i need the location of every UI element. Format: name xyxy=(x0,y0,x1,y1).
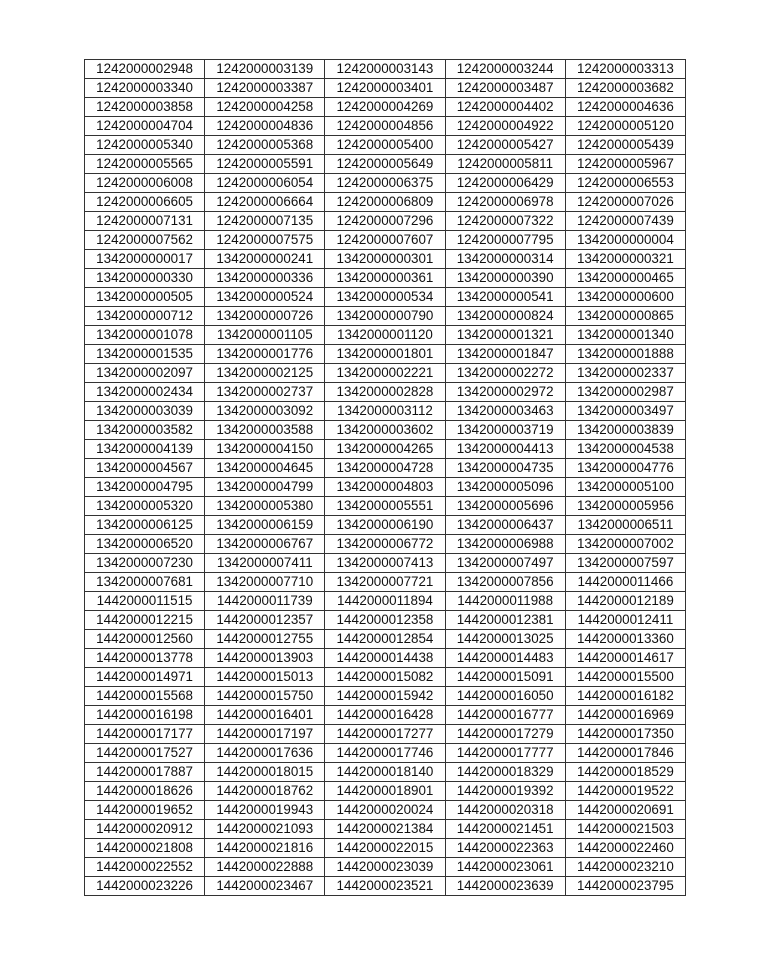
table-row xyxy=(85,801,686,820)
table-cell: 1442000017177 xyxy=(85,725,205,744)
table-cell: 1442000012560 xyxy=(85,630,205,649)
table-cell: 1442000013778 xyxy=(85,649,205,668)
table-cell: 1442000021816 xyxy=(205,839,325,858)
table-cell: 1242000005565 xyxy=(85,155,205,174)
table-cell: 1242000003858 xyxy=(85,98,205,117)
table-cell: 1442000023521 xyxy=(325,877,445,896)
table-cell: 1242000004402 xyxy=(445,98,565,117)
table-row xyxy=(85,877,686,896)
table-cell: 1242000006553 xyxy=(565,174,685,193)
table-cell: 1442000011466 xyxy=(565,573,685,592)
table-cell: 1342000003839 xyxy=(565,421,685,440)
table-cell: 1442000018015 xyxy=(205,763,325,782)
table-cell: 1242000002948 xyxy=(85,60,205,79)
table-row xyxy=(85,212,686,231)
table-cell: 1442000018140 xyxy=(325,763,445,782)
table-cell: 1442000016182 xyxy=(565,687,685,706)
table-cell: 1442000023639 xyxy=(445,877,565,896)
table-cell: 1342000000505 xyxy=(85,288,205,307)
table-cell: 1242000006054 xyxy=(205,174,325,193)
table-cell: 1342000006437 xyxy=(445,516,565,535)
table-cell: 1342000007413 xyxy=(325,554,445,573)
table-cell: 1342000000321 xyxy=(565,250,685,269)
table-cell: 1242000004704 xyxy=(85,117,205,136)
table-cell: 1242000005591 xyxy=(205,155,325,174)
table-cell: 1242000005439 xyxy=(565,136,685,155)
table-cell: 1442000020691 xyxy=(565,801,685,820)
table-cell: 1242000003340 xyxy=(85,79,205,98)
table-row xyxy=(85,250,686,269)
table-cell: 1242000005120 xyxy=(565,117,685,136)
table-cell: 1342000006159 xyxy=(205,516,325,535)
table-cell: 1442000016777 xyxy=(445,706,565,725)
table-cell: 1242000004258 xyxy=(205,98,325,117)
table-cell: 1342000004139 xyxy=(85,440,205,459)
table-cell: 1442000015568 xyxy=(85,687,205,706)
table-row xyxy=(85,155,686,174)
table-cell: 1242000005400 xyxy=(325,136,445,155)
table-cell: 1342000000865 xyxy=(565,307,685,326)
table-cell: 1442000011894 xyxy=(325,592,445,611)
table-cell: 1342000005551 xyxy=(325,497,445,516)
table-cell: 1442000017350 xyxy=(565,725,685,744)
table-cell: 1342000007497 xyxy=(445,554,565,573)
table-cell: 1442000023226 xyxy=(85,877,205,896)
table-cell: 1342000003463 xyxy=(445,402,565,421)
table-cell: 1442000018529 xyxy=(565,763,685,782)
table-cell: 1342000003092 xyxy=(205,402,325,421)
table-cell: 1442000019522 xyxy=(565,782,685,801)
table-cell: 1442000015750 xyxy=(205,687,325,706)
table-cell: 1342000003039 xyxy=(85,402,205,421)
table-cell: 1442000018762 xyxy=(205,782,325,801)
table-cell: 1442000015013 xyxy=(205,668,325,687)
table-cell: 1242000006978 xyxy=(445,193,565,212)
table-cell: 1442000019943 xyxy=(205,801,325,820)
table-cell: 1442000014617 xyxy=(565,649,685,668)
table-cell: 1342000000465 xyxy=(565,269,685,288)
table-cell: 1342000006125 xyxy=(85,516,205,535)
table-cell: 1442000017636 xyxy=(205,744,325,763)
table-cell: 1242000005967 xyxy=(565,155,685,174)
table-cell: 1242000006375 xyxy=(325,174,445,193)
table-cell: 1242000004836 xyxy=(205,117,325,136)
table-cell: 1242000004922 xyxy=(445,117,565,136)
table-cell: 1342000007721 xyxy=(325,573,445,592)
table-cell: 1242000003682 xyxy=(565,79,685,98)
table-cell: 1442000012189 xyxy=(565,592,685,611)
table-cell: 1342000001776 xyxy=(205,345,325,364)
table-cell: 1442000012381 xyxy=(445,611,565,630)
table-row xyxy=(85,516,686,535)
table-cell: 1342000002828 xyxy=(325,383,445,402)
table-cell: 1342000002097 xyxy=(85,364,205,383)
table-cell: 1342000007230 xyxy=(85,554,205,573)
table-cell: 1242000007575 xyxy=(205,231,325,250)
table-cell: 1442000014971 xyxy=(85,668,205,687)
table-row xyxy=(85,706,686,725)
table-cell: 1442000011739 xyxy=(205,592,325,611)
table-cell: 1342000000824 xyxy=(445,307,565,326)
table-row xyxy=(85,687,686,706)
table-cell: 1342000000301 xyxy=(325,250,445,269)
table-cell: 1342000000726 xyxy=(205,307,325,326)
table-cell: 1342000001340 xyxy=(565,326,685,345)
table-cell: 1342000003719 xyxy=(445,421,565,440)
table-row xyxy=(85,478,686,497)
table-cell: 1342000007681 xyxy=(85,573,205,592)
table-row xyxy=(85,459,686,478)
table-row xyxy=(85,858,686,877)
table-cell: 1342000003582 xyxy=(85,421,205,440)
table-cell: 1342000004645 xyxy=(205,459,325,478)
table-cell: 1242000004856 xyxy=(325,117,445,136)
table-cell: 1442000015082 xyxy=(325,668,445,687)
table-cell: 1442000012357 xyxy=(205,611,325,630)
table-cell: 1242000007135 xyxy=(205,212,325,231)
table-cell: 1342000002125 xyxy=(205,364,325,383)
table-cell: 1242000006008 xyxy=(85,174,205,193)
table-cell: 1442000021384 xyxy=(325,820,445,839)
table-cell: 1342000000390 xyxy=(445,269,565,288)
table-cell: 1242000003143 xyxy=(325,60,445,79)
table-cell: 1442000022015 xyxy=(325,839,445,858)
table-cell: 1442000015091 xyxy=(445,668,565,687)
table-cell: 1442000018901 xyxy=(325,782,445,801)
table-cell: 1442000020318 xyxy=(445,801,565,820)
table-cell: 1442000016969 xyxy=(565,706,685,725)
table-cell: 1442000017197 xyxy=(205,725,325,744)
table-cell: 1242000003487 xyxy=(445,79,565,98)
table-row xyxy=(85,60,686,79)
table-cell: 1242000005811 xyxy=(445,155,565,174)
table-cell: 1342000003588 xyxy=(205,421,325,440)
table-cell: 1342000000600 xyxy=(565,288,685,307)
table-cell: 1342000004413 xyxy=(445,440,565,459)
table-cell: 1442000022460 xyxy=(565,839,685,858)
table-row xyxy=(85,402,686,421)
table-cell: 1442000020024 xyxy=(325,801,445,820)
table-cell: 1242000003244 xyxy=(445,60,565,79)
table-cell: 1342000005100 xyxy=(565,478,685,497)
table-cell: 1442000016401 xyxy=(205,706,325,725)
table-row xyxy=(85,839,686,858)
table-cell: 1242000005340 xyxy=(85,136,205,155)
table-cell: 1442000023210 xyxy=(565,858,685,877)
table-cell: 1442000020912 xyxy=(85,820,205,839)
table-cell: 1442000021808 xyxy=(85,839,205,858)
table-row xyxy=(85,98,686,117)
table-cell: 1442000019392 xyxy=(445,782,565,801)
table-cell: 1342000000336 xyxy=(205,269,325,288)
table-cell: 1342000000524 xyxy=(205,288,325,307)
table-cell: 1342000005956 xyxy=(565,497,685,516)
table-cell: 1242000003387 xyxy=(205,79,325,98)
table-cell: 1342000004803 xyxy=(325,478,445,497)
table-cell: 1342000000361 xyxy=(325,269,445,288)
table-cell: 1342000006767 xyxy=(205,535,325,554)
table-cell: 1342000006772 xyxy=(325,535,445,554)
table-cell: 1442000013903 xyxy=(205,649,325,668)
table-cell: 1342000002987 xyxy=(565,383,685,402)
table-cell: 1342000006511 xyxy=(565,516,685,535)
table-cell: 1442000022552 xyxy=(85,858,205,877)
table-row xyxy=(85,383,686,402)
table-cell: 1342000004735 xyxy=(445,459,565,478)
table-cell: 1342000001120 xyxy=(325,326,445,345)
table-row xyxy=(85,744,686,763)
table-cell: 1342000003112 xyxy=(325,402,445,421)
table-cell: 1342000000314 xyxy=(445,250,565,269)
table-cell: 1342000000790 xyxy=(325,307,445,326)
table-cell: 1242000007795 xyxy=(445,231,565,250)
table-row xyxy=(85,288,686,307)
table-row xyxy=(85,307,686,326)
table-cell: 1242000006429 xyxy=(445,174,565,193)
table-cell: 1442000017277 xyxy=(325,725,445,744)
table-cell: 1342000001321 xyxy=(445,326,565,345)
table-row xyxy=(85,269,686,288)
table-cell: 1342000001105 xyxy=(205,326,325,345)
table-row xyxy=(85,421,686,440)
table-cell: 1342000004728 xyxy=(325,459,445,478)
table-cell: 1342000006190 xyxy=(325,516,445,535)
table-cell: 1342000001801 xyxy=(325,345,445,364)
table-cell: 1442000017279 xyxy=(445,725,565,744)
table-row xyxy=(85,79,686,98)
table-cell: 1342000007002 xyxy=(565,535,685,554)
number-table xyxy=(84,59,686,896)
table-cell: 1442000014438 xyxy=(325,649,445,668)
table-cell: 1442000023061 xyxy=(445,858,565,877)
table-cell: 1342000004265 xyxy=(325,440,445,459)
table-cell: 1442000017887 xyxy=(85,763,205,782)
table-cell: 1342000001888 xyxy=(565,345,685,364)
table-cell: 1342000000534 xyxy=(325,288,445,307)
table-cell: 1442000015942 xyxy=(325,687,445,706)
table-cell: 1342000004795 xyxy=(85,478,205,497)
table-cell: 1242000004269 xyxy=(325,98,445,117)
table-cell: 1442000019652 xyxy=(85,801,205,820)
table-cell: 1342000003497 xyxy=(565,402,685,421)
table-cell: 1342000007856 xyxy=(445,573,565,592)
table-cell: 1242000007296 xyxy=(325,212,445,231)
table-cell: 1342000001847 xyxy=(445,345,565,364)
table-cell: 1442000016198 xyxy=(85,706,205,725)
table-cell: 1442000011515 xyxy=(85,592,205,611)
table-cell: 1342000002221 xyxy=(325,364,445,383)
table-cell: 1342000000241 xyxy=(205,250,325,269)
table-cell: 1242000005649 xyxy=(325,155,445,174)
table-cell: 1242000007322 xyxy=(445,212,565,231)
table-cell: 1342000005096 xyxy=(445,478,565,497)
table-cell: 1342000004567 xyxy=(85,459,205,478)
table-cell: 1342000002272 xyxy=(445,364,565,383)
table-cell: 1342000004538 xyxy=(565,440,685,459)
table-row xyxy=(85,136,686,155)
table-cell: 1442000017527 xyxy=(85,744,205,763)
table-cell: 1442000012854 xyxy=(325,630,445,649)
table-row xyxy=(85,535,686,554)
table-cell: 1342000004776 xyxy=(565,459,685,478)
table-cell: 1342000000017 xyxy=(85,250,205,269)
table-cell: 1342000006988 xyxy=(445,535,565,554)
table-cell: 1442000022888 xyxy=(205,858,325,877)
table-cell: 1242000003313 xyxy=(565,60,685,79)
table-row xyxy=(85,630,686,649)
table-cell: 1242000007026 xyxy=(565,193,685,212)
table-row xyxy=(85,763,686,782)
table-cell: 1442000015500 xyxy=(565,668,685,687)
table-cell: 1442000021093 xyxy=(205,820,325,839)
table-cell: 1442000018329 xyxy=(445,763,565,782)
table-cell: 1342000002972 xyxy=(445,383,565,402)
table-cell: 1242000005427 xyxy=(445,136,565,155)
table-cell: 1442000021451 xyxy=(445,820,565,839)
table-cell: 1442000023795 xyxy=(565,877,685,896)
table-cell: 1442000021503 xyxy=(565,820,685,839)
table-row xyxy=(85,668,686,687)
table-cell: 1342000002337 xyxy=(565,364,685,383)
table-cell: 1242000007131 xyxy=(85,212,205,231)
table-cell: 1242000003401 xyxy=(325,79,445,98)
table-row xyxy=(85,440,686,459)
table-row xyxy=(85,497,686,516)
table-cell: 1242000004636 xyxy=(565,98,685,117)
table-cell: 1442000012358 xyxy=(325,611,445,630)
table-cell: 1442000017846 xyxy=(565,744,685,763)
table-cell: 1242000006809 xyxy=(325,193,445,212)
table-cell: 1342000005320 xyxy=(85,497,205,516)
table-row xyxy=(85,592,686,611)
table-row xyxy=(85,117,686,136)
table-row xyxy=(85,193,686,212)
table-cell: 1342000003602 xyxy=(325,421,445,440)
table-cell: 1442000016428 xyxy=(325,706,445,725)
table-cell: 1442000011988 xyxy=(445,592,565,611)
table-cell: 1242000003139 xyxy=(205,60,325,79)
table-cell: 1442000014483 xyxy=(445,649,565,668)
table-cell: 1342000004799 xyxy=(205,478,325,497)
table-cell: 1342000007411 xyxy=(205,554,325,573)
table-cell: 1442000017746 xyxy=(325,744,445,763)
table-cell: 1442000023039 xyxy=(325,858,445,877)
table-cell: 1442000013360 xyxy=(565,630,685,649)
table-row xyxy=(85,554,686,573)
table-cell: 1442000017777 xyxy=(445,744,565,763)
table-row xyxy=(85,345,686,364)
table-cell: 1442000016050 xyxy=(445,687,565,706)
table-cell: 1242000007607 xyxy=(325,231,445,250)
table-cell: 1242000006605 xyxy=(85,193,205,212)
table-cell: 1342000000330 xyxy=(85,269,205,288)
table-cell: 1342000005696 xyxy=(445,497,565,516)
table-cell: 1242000007439 xyxy=(565,212,685,231)
table-cell: 1442000013025 xyxy=(445,630,565,649)
table-cell: 1342000002737 xyxy=(205,383,325,402)
table-row xyxy=(85,611,686,630)
table-row xyxy=(85,725,686,744)
table-cell: 1442000012755 xyxy=(205,630,325,649)
table-cell: 1342000007597 xyxy=(565,554,685,573)
table-row xyxy=(85,174,686,193)
table-cell: 1342000004150 xyxy=(205,440,325,459)
table-cell: 1342000000004 xyxy=(565,231,685,250)
table-cell: 1342000002434 xyxy=(85,383,205,402)
table-cell: 1342000001535 xyxy=(85,345,205,364)
table-cell: 1442000012411 xyxy=(565,611,685,630)
table-cell: 1442000018626 xyxy=(85,782,205,801)
table-cell: 1342000000712 xyxy=(85,307,205,326)
table-cell: 1442000023467 xyxy=(205,877,325,896)
table-row xyxy=(85,326,686,345)
table-cell: 1342000000541 xyxy=(445,288,565,307)
table-cell: 1342000001078 xyxy=(85,326,205,345)
table-row xyxy=(85,820,686,839)
table-row xyxy=(85,573,686,592)
table-row xyxy=(85,782,686,801)
table-cell: 1242000007562 xyxy=(85,231,205,250)
table-cell: 1342000007710 xyxy=(205,573,325,592)
table-cell: 1342000006520 xyxy=(85,535,205,554)
table-cell: 1242000006664 xyxy=(205,193,325,212)
table-cell: 1342000005380 xyxy=(205,497,325,516)
table-cell: 1442000022363 xyxy=(445,839,565,858)
number-table-body xyxy=(85,60,686,896)
table-row xyxy=(85,649,686,668)
table-cell: 1442000012215 xyxy=(85,611,205,630)
table-row xyxy=(85,231,686,250)
table-row xyxy=(85,364,686,383)
table-cell: 1242000005368 xyxy=(205,136,325,155)
